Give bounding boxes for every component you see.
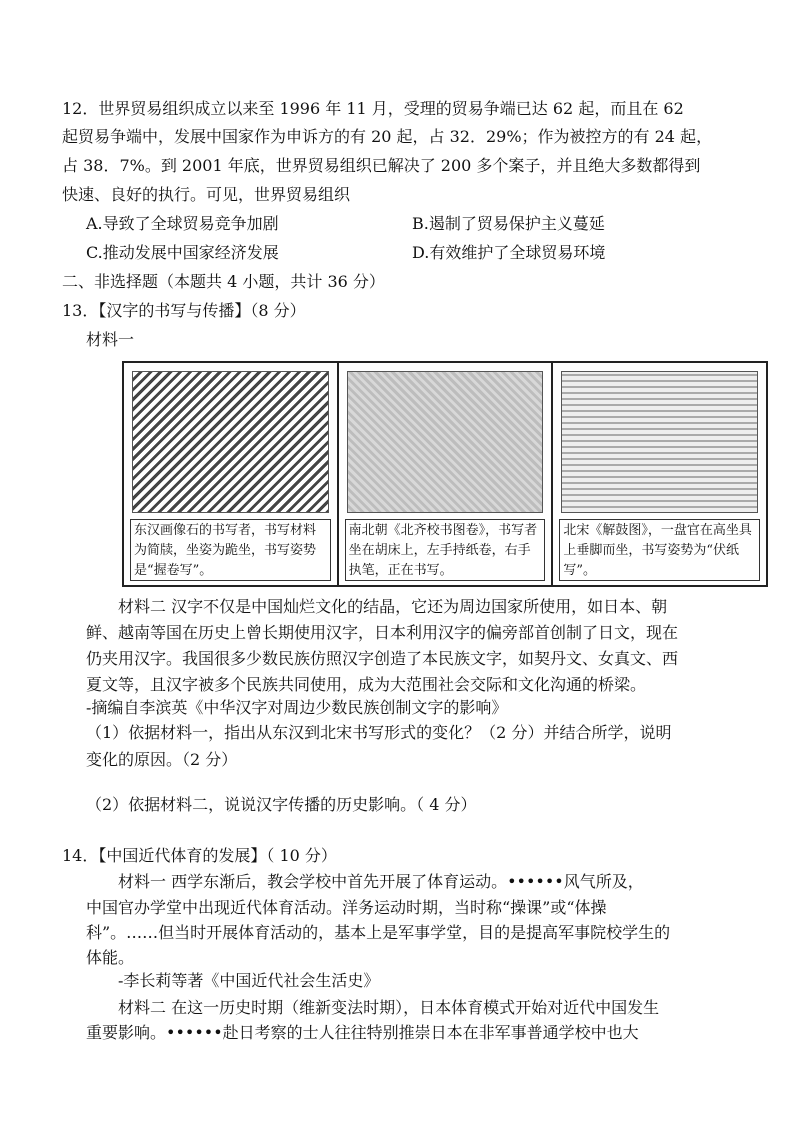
q14-material1-line-3: 科”。……但当时开展体育活动的，基本上是军事学堂，目的是提高军事院校学生的 (86, 923, 671, 942)
q14-material2-line-1: 材料二 在这一历史时期（维新变法时期），日本体育模式开始对近代中国发生 (118, 998, 660, 1017)
q13-material2-line-1: 材料二 汉字不仅是中国灿烂文化的结晶，它还为周边国家所使用，如日本、朝 (118, 597, 668, 616)
q12-option-a: A.导致了全球贸易竞争加剧 (86, 214, 279, 233)
q14-material1-line-1: 材料一 西学东渐后，教会学校中首先开展了体育运动。••••••风气所及， (118, 872, 644, 891)
q12-line-1: 12．世界贸易组织成立以来至 1996 年 11 月，受理的贸易争端已达 62 起，而且在 62 (62, 99, 684, 118)
stone-relief-image (132, 371, 329, 513)
q12-option-b: B.遏制了贸易保护主义蔓延 (412, 214, 605, 233)
panel-eastern-han (124, 363, 339, 585)
q13-material2-line-2: 鲜、越南等国在历史上曾长期使用汉字，日本利用汉字的偏旁部首创制了日文，现在 (86, 623, 679, 642)
q13-sub1-line-1: （1）依据材料一，指出从东汉到北宋书写形式的变化？（2 分）并结合所学，说明 (86, 723, 672, 742)
q13-title: 13．【汉字的书写与传播】（8 分） (62, 301, 306, 320)
q13-sub1-line-2: 变化的原因。（2 分） (86, 750, 238, 769)
q13-sub2: （2）依据材料二，说说汉字传播的历史影响。（ 4 分） (86, 795, 477, 814)
panel-caption: 东汉画像石的书写者，书写材料为简牍，坐姿为跪坐，书写姿势是“握卷写”。 (130, 519, 331, 581)
panel-northern-song (553, 363, 766, 585)
q13-source: -摘编自李滨英《中华汉字对周边少数民族创制文字的影响》 (86, 698, 508, 717)
q14-material2-line-2: 重要影响。••••••赴日考察的士人往往特别推崇日本在非军事普通学校中也大 (86, 1023, 639, 1042)
q14-source: -李长莉等著《中国近代社会生活史》 (118, 971, 380, 990)
panel-northern-southern (339, 363, 554, 585)
section-2-title: 二、非选择题（本题共 4 小题，共计 36 分） (62, 272, 385, 291)
q13-material1-label: 材料一 (86, 330, 135, 349)
q12-line-4: 快速、良好的执行。可见，世界贸易组织 (62, 185, 351, 204)
q14-material1-line-2: 中国官办学堂中出现近代体育活动。洋务运动时期，当时称“操课”或“体操 (86, 898, 607, 917)
q13-material2-line-3: 仍夹用汉字。我国很多少数民族仿照汉字创造了本民族文字，如契丹文、女真文、西 (86, 649, 679, 668)
q12-line-2: 起贸易争端中，发展中国家作为申诉方的有 20 起，占 32．29%；作为被控方的有 24 起， (62, 127, 713, 146)
panel-caption: 北宋《解鼓图》，一盘官在高坐具上垂脚而坐，书写姿势为“伏纸写”。 (559, 519, 760, 581)
q14-material1-line-4: 体能。 (86, 948, 135, 967)
scroll-painting-image (347, 371, 544, 513)
song-painting-image (561, 371, 758, 513)
q12-option-d: D.有效维护了全球贸易环境 (412, 243, 606, 262)
material1-figure (122, 361, 768, 587)
q13-material2-line-4: 夏文等，且汉字被多个民族共同使用，成为大范围社会交际和文化沟通的桥梁。 (86, 675, 647, 694)
q14-title: 14．【中国近代体育的发展】（ 10 分） (62, 846, 337, 865)
panel-caption: 南北朝《北齐校书图卷》，书写者坐在胡床上，左手持纸卷，右手执笔，正在书写。 (345, 519, 546, 581)
q12-option-c: C.推动发展中国家经济发展 (86, 243, 279, 262)
q12-line-3: 占 38．7%。到 2001 年底，世界贸易组织已解决了 200 多个案子，并且绝大多数都得到 (62, 156, 701, 175)
